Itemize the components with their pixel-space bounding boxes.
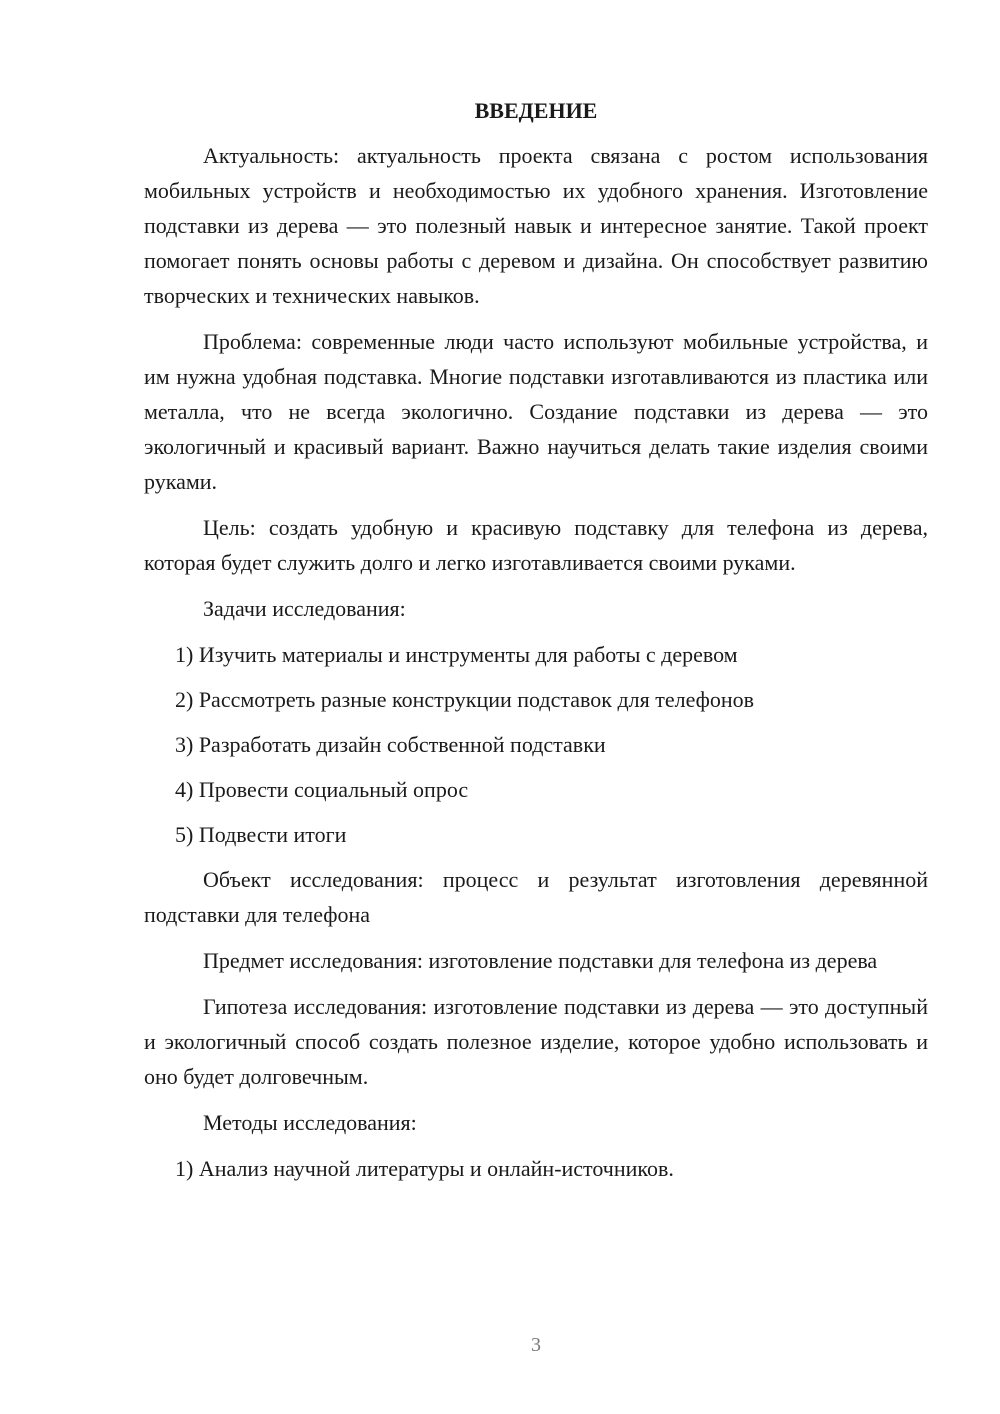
object-paragraph: Объект исследования: процесс и результат изготовления деревянной подставки для телефона — [144, 867, 928, 927]
hypothesis-paragraph: Гипотеза исследования: изготовление подставки из дерева — это доступный и экологичный способ создать полезное изделие, которое удобно использовать и оно будет долговечным. — [144, 994, 928, 1089]
list-item: 1) Анализ научной литературы и онлайн-источников. — [175, 1156, 674, 1181]
tasks-list — [144, 637, 928, 852]
relevance-paragraph: Актуальность: актуальность проекта связана с ростом использования мобильных устройств и необходимостью их удобного хранения. Изготовление подставки из дерева — это полезный навык и интересное занятие. Такой проект помогает понять основы работы с деревом и дизайна. Он способствует развитию творческих и технических навыков. — [144, 143, 928, 308]
methods-heading: Методы исследования: — [203, 1110, 417, 1135]
subject-paragraph: Предмет исследования: изготовление подставки для телефона из дерева — [203, 948, 878, 973]
list-item: 3) Разработать дизайн собственной подставки — [175, 732, 606, 757]
section-title: ВВЕДЕНИЕ — [474, 98, 598, 123]
list-item: 1) Изучить материалы и инструменты для работы с деревом — [175, 642, 738, 667]
goal-paragraph: Цель: создать удобную и красивую подставку для телефона из дерева, которая будет служить долго и легко изготавливается своими руками. — [144, 515, 928, 575]
page-number: 3 — [531, 1334, 541, 1356]
list-item: 2) Рассмотреть разные конструкции подставок для телефонов — [175, 687, 755, 712]
tasks-heading: Задачи исследования: — [203, 596, 406, 621]
problem-paragraph: Проблема: современные люди часто используют мобильные устройства, и им нужна удобная подставка. Многие подставки изготавливаются из пластика или металла, что не всегда экологично. Создание подставки из дерева — это экологичный и красивый вариант. Важно научиться делать такие изделия своими руками. — [144, 329, 928, 494]
list-item: 4) Провести социальный опрос — [175, 777, 469, 802]
methods-list — [144, 1151, 928, 1186]
document-page — [144, 94, 928, 1196]
list-item: 5) Подвести итоги — [175, 822, 347, 847]
